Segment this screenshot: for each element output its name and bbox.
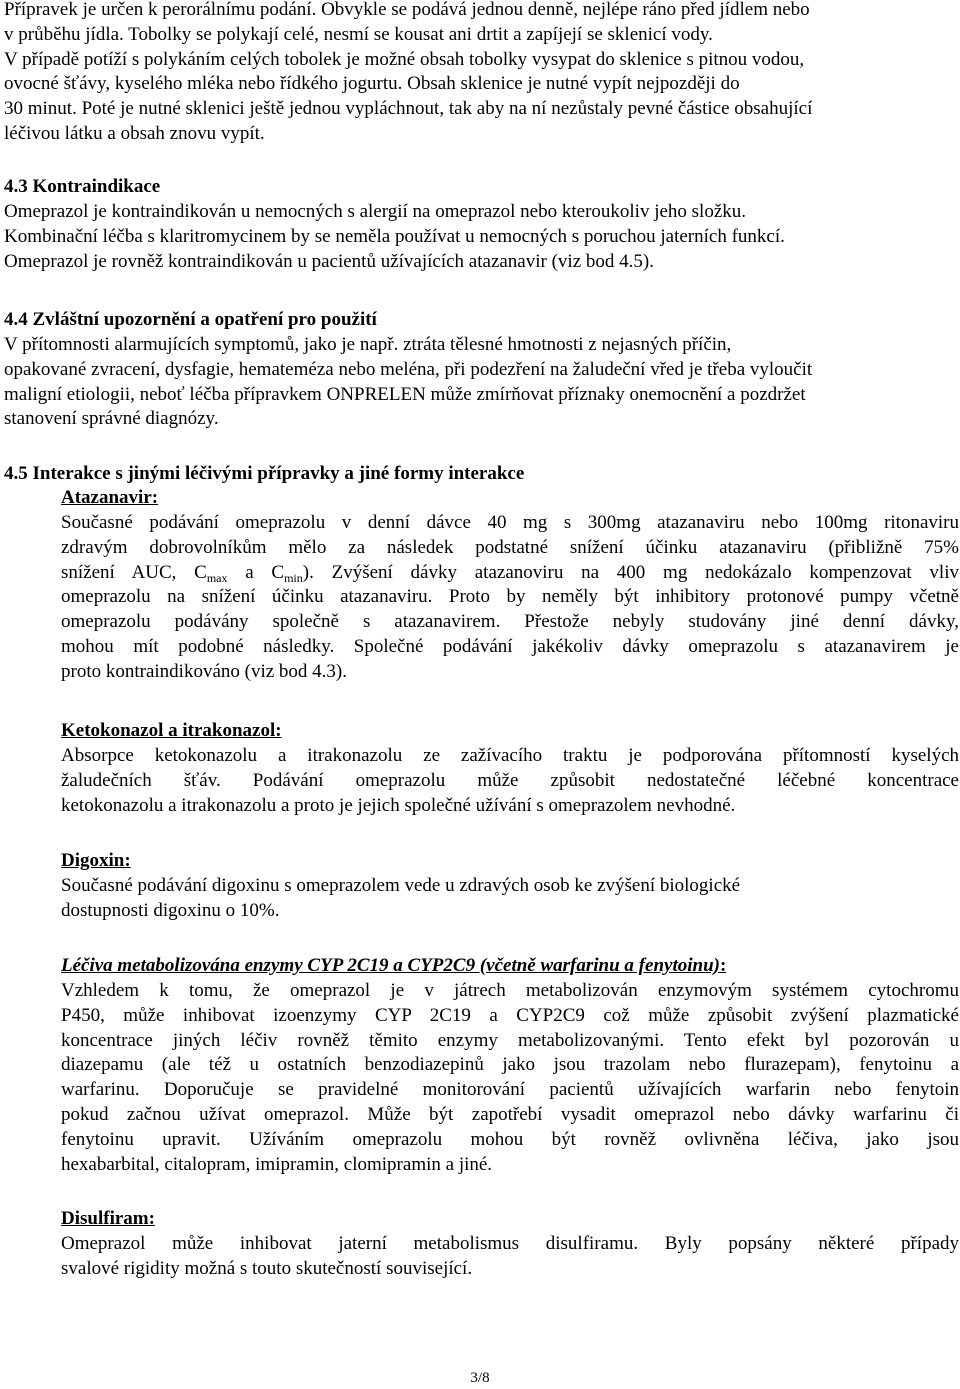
text-line: Současné podávání digoxinu s omeprazolem vede u zdravých osob ke zvýšení biologické (61, 875, 741, 896)
cyp-paragraph (61, 979, 959, 1177)
text-line: V případě potíží s polykáním celých tobolek je možné obsah tobolky vysypat do sklenice s pitnou vodou, (4, 48, 805, 70)
section-heading-interactions: 4.5 Interakce s jinými léčivými přípravky a jiné formy interakce (4, 463, 525, 484)
subscript-max: max (206, 570, 228, 585)
text-line: Omeprazol může inhibovat jaterní metabolismus disulfiramu. Byly popsány některé případy (61, 1233, 959, 1254)
text-line: Přípravek je určen k perorálnímu podání. Obvykle se podává jednou denně, nejlépe ráno před jídlem nebo (4, 0, 810, 20)
subheading-ketokonazol: Ketokonazol a itrakonazol: (61, 720, 282, 741)
ketokonazol-paragraph (61, 744, 959, 818)
text-line: omeprazolu podávány společně s atazanavirem. Přestože nebyly studovány jiné denní dávky, (61, 611, 959, 633)
subheading-digoxin: Digoxin: (61, 850, 131, 871)
text-line: proto kontraindikováno (viz bod 4.3). (61, 660, 348, 682)
text-line: Absorpce ketokonazolu a itrakonazolu ze zažívacího traktu je podporována přítomností kyselých (61, 745, 959, 766)
text-line: omeprazolu na snížení účinku atazanaviru. Proto by neměly být inhibitory protonové pumpy včetně (61, 586, 959, 608)
text-line: warfarinu. Doporučuje se pravidelné monitorování pacientů užívajících warfarin nebo fenytoin (61, 1079, 959, 1101)
text-line: fenytoinu upravit. Užíváním omeprazolu mohou být rovněž ovlivněna léčiva, jako jsou (61, 1128, 959, 1150)
intro-paragraph (4, 0, 956, 147)
text-line: v průběhu jídla. Tobolky se polykají celé, nesmí se kousat ani drtit a zapíjejí se sklenicí vody. (4, 23, 713, 45)
page-number: 3/8 (470, 1370, 490, 1386)
text-line: Omeprazol je kontraindikován u nemocných s alergií na omeprazol nebo kteroukoliv jeho složku. (4, 201, 747, 222)
text-line: léčivou látku a obsah znovu vypít. (4, 122, 265, 144)
subheading-atazanavir: Atazanavir: (61, 487, 159, 508)
text-line: žaludečních šťáv. Podávání omeprazolu může způsobit nedostatečné léčebné koncentrace (61, 769, 959, 791)
text-line: stanovení správné diagnózy. (4, 408, 219, 430)
text-line: opakované zvracení, dysfagie, hemateméza nebo meléna, při podezření na žaludeční vřed je třeba vyloučit (4, 358, 813, 380)
text-line: maligní etiologii, neboť léčba přípravkem ONPRELEN může zmírňovat příznaky onemocnění a pozdržet (4, 383, 806, 405)
text-line: svalové rigidity možná s touto skutečností související. (61, 1257, 473, 1279)
text-line: Kombinační léčba s klaritromycinem by se neměla používat u nemocných s poruchou jaterních funkcí. (4, 225, 785, 247)
section-heading-warnings: 4.4 Zvláštní upozornění a opatření pro použití (4, 309, 377, 330)
subscript-min: min (284, 570, 303, 585)
text-line: P450, může inhibovat izoenzymy CYP 2C19 a CYP2C9 což může způsobit zvýšení plazmatické (61, 1004, 959, 1026)
disulfiram-paragraph (61, 1232, 959, 1282)
warnings-text (4, 333, 956, 432)
text-line: diazepamu (ale též u ostatních benzodiazepinů jako jsou trazolam nebo flurazepam), fenytoinu a (61, 1054, 959, 1076)
text-line: hexabarbital, citalopram, imipramin, clomipramin a jiné. (61, 1153, 493, 1175)
text-line: Omeprazol je rovněž kontraindikován u pacientů užívajících atazanavir (viz bod 4.5). (4, 250, 654, 272)
subheading-cyp-enzymes: Léčiva metabolizována enzymy CYP 2C19 a CYP2C9 (včetně warfarinu a fenytoinu): (61, 955, 727, 976)
text-line: V přítomnosti alarmujících symptomů, jako je např. ztráta tělesné hmotnosti z nejasných příčin, (4, 334, 732, 355)
text-line: 30 minut. Poté je nutné sklenici ještě jednou vypláchnout, tak aby na ní nezůstaly pevné částice obsahující (4, 98, 813, 120)
digoxin-paragraph (61, 874, 959, 924)
text-line: pokud začnou užívat omeprazol. Může být zapotřebí vysadit omeprazol nebo dávky warfarinu či (61, 1103, 959, 1125)
text-line: mohou mít podobné následky. Společné podávání jakékoliv dávky omeprazolu s atazanavirem je (61, 635, 959, 657)
text-line: dostupnosti digoxinu o 10%. (61, 899, 280, 921)
text-line: Vzhledem k tomu, že omeprazol je v játrech metabolizován enzymovým systémem cytochromu (61, 980, 959, 1001)
text-line: ovocné šťávy, kyselého mléka nebo řídkého jogurtu. Obsah sklenice je nutné vypít nejpozději do (4, 73, 740, 95)
text-line: ketokonazolu a itrakonazolu a proto je jejich společné užívání s omeprazolem nevhodné. (61, 794, 736, 816)
contraindications-text (4, 200, 956, 274)
text-line-auc: snížení AUC, $C_{max}$ a $C_{min}$). Zvýšení dávky atazanoviru na 400 mg nedokázalo kompenzovat vliv (61, 561, 959, 585)
section-heading-contraindications: 4.3 Kontraindikace (4, 176, 161, 197)
atazanavir-paragraph (61, 511, 959, 685)
text-line: zdravým dobrovolníkům mělo za následek podstatné snížení účinku atazanaviru (přibližně 75% (61, 536, 959, 558)
subheading-disulfiram: Disulfiram: (61, 1208, 155, 1229)
text-line: Současné podávání omeprazolu v denní dávce 40 mg s 300mg atazanaviru nebo 100mg ritonaviru (61, 512, 959, 533)
text-line: koncentrace jiných léčiv rovněž těmito enzymy metabolizovanými. Tento efekt byl pozorován u (61, 1029, 959, 1051)
